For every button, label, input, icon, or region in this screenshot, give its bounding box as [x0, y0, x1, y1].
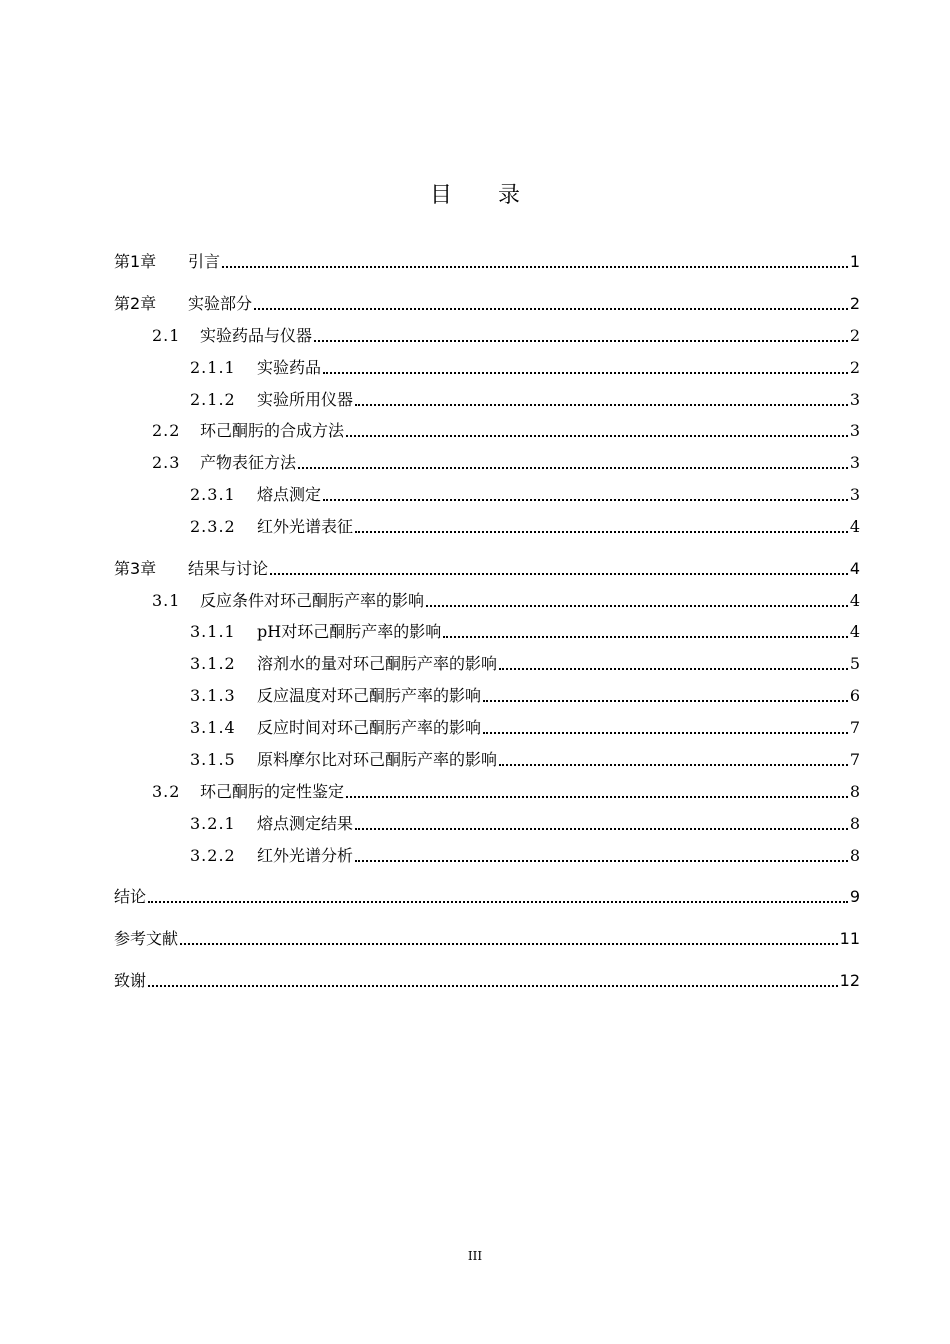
dot-leader — [499, 668, 848, 670]
dot-leader — [222, 266, 848, 268]
toc-entry[interactable] — [114, 451, 860, 473]
dot-leader — [426, 605, 848, 607]
dot-leader — [148, 985, 838, 987]
toc-entry-label: 参考文献 — [114, 929, 179, 948]
toc-entry-page: 4 — [849, 517, 860, 536]
toc-entry-label: 实验部分 — [188, 294, 253, 313]
dot-leader — [499, 764, 848, 766]
toc-entry-number: 3.1.4 — [190, 718, 236, 737]
dot-leader — [254, 308, 848, 310]
toc-entry-number: 2.2 — [152, 421, 181, 440]
dot-leader — [483, 700, 848, 702]
toc-entry[interactable] — [114, 716, 860, 738]
toc-entry[interactable] — [114, 388, 860, 410]
dot-leader — [323, 499, 848, 501]
toc-entry-label: 反应条件对环己酮肟产率的影响 — [200, 591, 425, 610]
toc-entry-number: 3.1 — [152, 591, 181, 610]
toc-entry-page: 11 — [839, 929, 860, 948]
toc-entry[interactable] — [114, 324, 860, 346]
toc-entry-number: 2.3 — [152, 453, 181, 472]
dot-leader — [355, 860, 848, 862]
toc-entry-page: 3 — [849, 390, 860, 409]
dot-leader — [355, 404, 848, 406]
dot-leader — [355, 531, 848, 533]
toc-entry[interactable] — [114, 250, 860, 272]
toc-entry[interactable] — [114, 356, 860, 378]
toc-entry-page: 3 — [849, 421, 860, 440]
toc-entry-label: 熔点测定 — [257, 485, 322, 504]
dot-leader — [355, 828, 848, 830]
dot-leader — [298, 467, 848, 469]
toc-entry-page: 8 — [849, 814, 860, 833]
toc-entry[interactable] — [114, 652, 860, 674]
toc-entry-number: 第2章 — [114, 294, 157, 313]
toc-entry-page: 4 — [849, 591, 860, 610]
toc-entry-number: 第3章 — [114, 559, 157, 578]
toc-entry[interactable] — [114, 748, 860, 770]
toc-entry-number: 2.1 — [152, 326, 181, 345]
toc-entry-page: 3 — [849, 485, 860, 504]
toc-entry[interactable] — [114, 969, 860, 991]
toc-entry-page: 7 — [849, 718, 860, 737]
toc-entry[interactable] — [114, 483, 860, 505]
toc-entry-page: 5 — [849, 654, 860, 673]
toc-entry-label: 红外光谱表征 — [257, 517, 354, 536]
toc-entry-page: 12 — [839, 971, 860, 990]
toc-entry-number: 3.2.2 — [190, 846, 236, 865]
toc-entry-page: 2 — [849, 358, 860, 377]
toc-entry-label: 环己酮肟的合成方法 — [200, 421, 345, 440]
toc-entry-label: 实验药品与仪器 — [200, 326, 313, 345]
toc-entry-number: 3.2 — [152, 782, 181, 801]
dot-leader — [270, 573, 848, 575]
toc-entry[interactable] — [114, 812, 860, 834]
toc-entry-page: 3 — [849, 453, 860, 472]
toc-entry-label: 溶剂水的量对环己酮肟产率的影响 — [257, 654, 498, 673]
dot-leader — [148, 901, 848, 903]
toc-entry-number: 3.1.1 — [190, 622, 236, 641]
toc-entry[interactable] — [114, 292, 860, 314]
toc-entry-page: 4 — [849, 622, 860, 641]
toc-entry[interactable] — [114, 419, 860, 441]
toc-entry[interactable] — [114, 620, 860, 642]
toc-entry[interactable] — [114, 557, 860, 579]
dot-leader — [314, 340, 848, 342]
dot-leader — [323, 372, 848, 374]
dot-leader — [483, 732, 848, 734]
toc-entry[interactable] — [114, 780, 860, 802]
toc-entry[interactable] — [114, 589, 860, 611]
toc-entry-label: 原料摩尔比对环己酮肟产率的影响 — [257, 750, 498, 769]
dot-leader — [443, 636, 848, 638]
toc-entry[interactable] — [114, 515, 860, 537]
toc-entry[interactable] — [114, 844, 860, 866]
toc-entry-label: 红外光谱分析 — [257, 846, 354, 865]
toc-entry[interactable] — [114, 684, 860, 706]
toc-entry-label: 结论 — [114, 887, 147, 906]
toc-entry-label: 反应时间对环己酮肟产率的影响 — [257, 718, 482, 737]
toc-entry-page: 8 — [849, 782, 860, 801]
toc-entry[interactable] — [114, 927, 860, 949]
toc-entry-number: 3.2.1 — [190, 814, 236, 833]
page-number: III — [467, 1249, 483, 1263]
toc-entry-page: 2 — [849, 326, 860, 345]
toc-entry-label: 熔点测定结果 — [257, 814, 354, 833]
page-title — [0, 178, 950, 209]
toc-entry-number: 2.1.1 — [190, 358, 236, 377]
dot-leader — [346, 435, 848, 437]
toc-entry[interactable] — [114, 885, 860, 907]
toc-entry-label: 引言 — [188, 252, 221, 271]
dot-leader — [346, 796, 848, 798]
toc-entry-page: 6 — [849, 686, 860, 705]
toc-entry-number: 2.1.2 — [190, 390, 236, 409]
toc-entry-label: 产物表征方法 — [200, 453, 297, 472]
toc-entry-page: 9 — [849, 887, 860, 906]
toc-entry-page: 1 — [849, 252, 860, 271]
toc-entry-label: 实验所用仪器 — [257, 390, 354, 409]
toc-entry-number: 2.3.2 — [190, 517, 236, 536]
toc-entry-label: 实验药品 — [257, 358, 322, 377]
toc-entry-label: 反应温度对环己酮肟产率的影响 — [257, 686, 482, 705]
toc-entry-number: 3.1.2 — [190, 654, 236, 673]
toc-entry-page: 8 — [849, 846, 860, 865]
toc-entry-number: 2.3.1 — [190, 485, 236, 504]
dot-leader — [180, 943, 838, 945]
toc-entry-number: 第1章 — [114, 252, 157, 271]
toc-entry-label: 结果与讨论 — [188, 559, 269, 578]
toc-entry-label: 环己酮肟的定性鉴定 — [200, 782, 345, 801]
toc-entry-number: 3.1.3 — [190, 686, 236, 705]
toc-entry-page: 4 — [849, 559, 860, 578]
toc-entry-page: 2 — [849, 294, 860, 313]
toc-entry-number: 3.1.5 — [190, 750, 236, 769]
toc-entry-page: 7 — [849, 750, 860, 769]
title-char-left: 目 — [429, 183, 452, 208]
toc-entry-label: pH对环己酮肟产率的影响 — [257, 622, 442, 641]
toc-entry-label: 致谢 — [114, 971, 147, 990]
title-char-right: 录 — [498, 183, 521, 208]
